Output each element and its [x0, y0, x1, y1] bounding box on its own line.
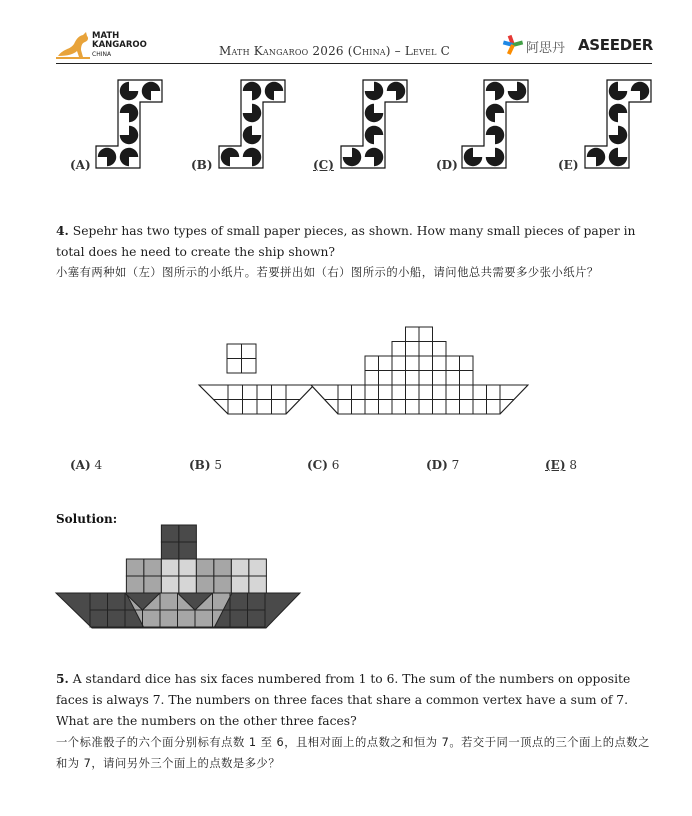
grid-cell — [231, 576, 249, 593]
q5-text-cn: 一个标准骰子的六个面分别标有点数 1 至 6，且相对面上的点数之和恒为 7。若交于同一顶点的三个面上的点数之和为 7，请问另外三个面上的点数是多少？ — [56, 736, 650, 770]
grid-cell — [196, 559, 214, 576]
solution-ship — [56, 525, 300, 628]
logo-line-3: CHINA — [92, 51, 112, 58]
solution-label: Solution: — [56, 512, 118, 526]
grid-cell — [249, 559, 267, 576]
grid-cell — [144, 559, 162, 576]
logo-line-2: KANGAROO — [92, 40, 147, 50]
grid-cell — [231, 559, 249, 576]
page-title: Math Kangaroo 2026 (China) – Level C — [219, 44, 450, 58]
partner-name-cn: 阿思丹 — [526, 41, 566, 56]
q4-option-e[interactable]: (E) 8 — [545, 458, 577, 472]
q3-option-c[interactable]: (C) — [313, 158, 334, 172]
q3-option-d[interactable]: (D) — [436, 158, 458, 172]
grid-cell — [214, 576, 232, 593]
q4-option-b[interactable]: (B) 5 — [189, 458, 222, 472]
q4-option-c[interactable]: (C) 6 — [307, 458, 340, 472]
q3-option-a[interactable]: (A) — [70, 158, 91, 172]
q4-option-a[interactable]: (A) 4 — [70, 458, 103, 472]
q5-body-en: A standard dice has six faces numbered from 1 to 6. The sum of the numbers on opposite faces is always 7. The numbers on three faces that share a common vertex have a sum of 7. What are the numbers on the other three faces? — [56, 672, 631, 728]
grid-cell — [214, 559, 232, 576]
grid-cell — [179, 576, 197, 593]
grid-cell — [126, 576, 144, 593]
q4-text-cn: 小塞有两种如（左）图所示的小纸片。若要拼出如（右）图所示的小船，请问他总共需要多少张小纸片？ — [56, 266, 599, 279]
q4-body-en: Sepehr has two types of small paper pieces, as shown. How many small pieces of paper in total does he need to create the ship shown? — [56, 224, 636, 259]
grid-cell — [126, 559, 144, 576]
partner-name-en: ASEEDER — [578, 36, 654, 54]
q3-option-b[interactable]: (B) — [191, 158, 213, 172]
grid-cell — [179, 525, 197, 542]
logo-line-1: MATH — [92, 31, 120, 41]
q5-text-en — [56, 668, 652, 732]
q5-number: 5. — [56, 671, 69, 686]
q3-option-e[interactable]: (E) — [558, 158, 579, 172]
grid-cell — [161, 559, 179, 576]
grid-cell — [179, 542, 197, 559]
q4-number: 4. — [56, 223, 69, 238]
grid-cell — [161, 576, 179, 593]
grid-cell — [179, 559, 197, 576]
grid-cell — [161, 542, 179, 559]
grid-cell — [196, 576, 214, 593]
grid-cell — [144, 576, 162, 593]
grid-cell — [249, 576, 267, 593]
q4-option-d[interactable]: (D) 7 — [426, 458, 460, 472]
grid-cell — [161, 525, 179, 542]
